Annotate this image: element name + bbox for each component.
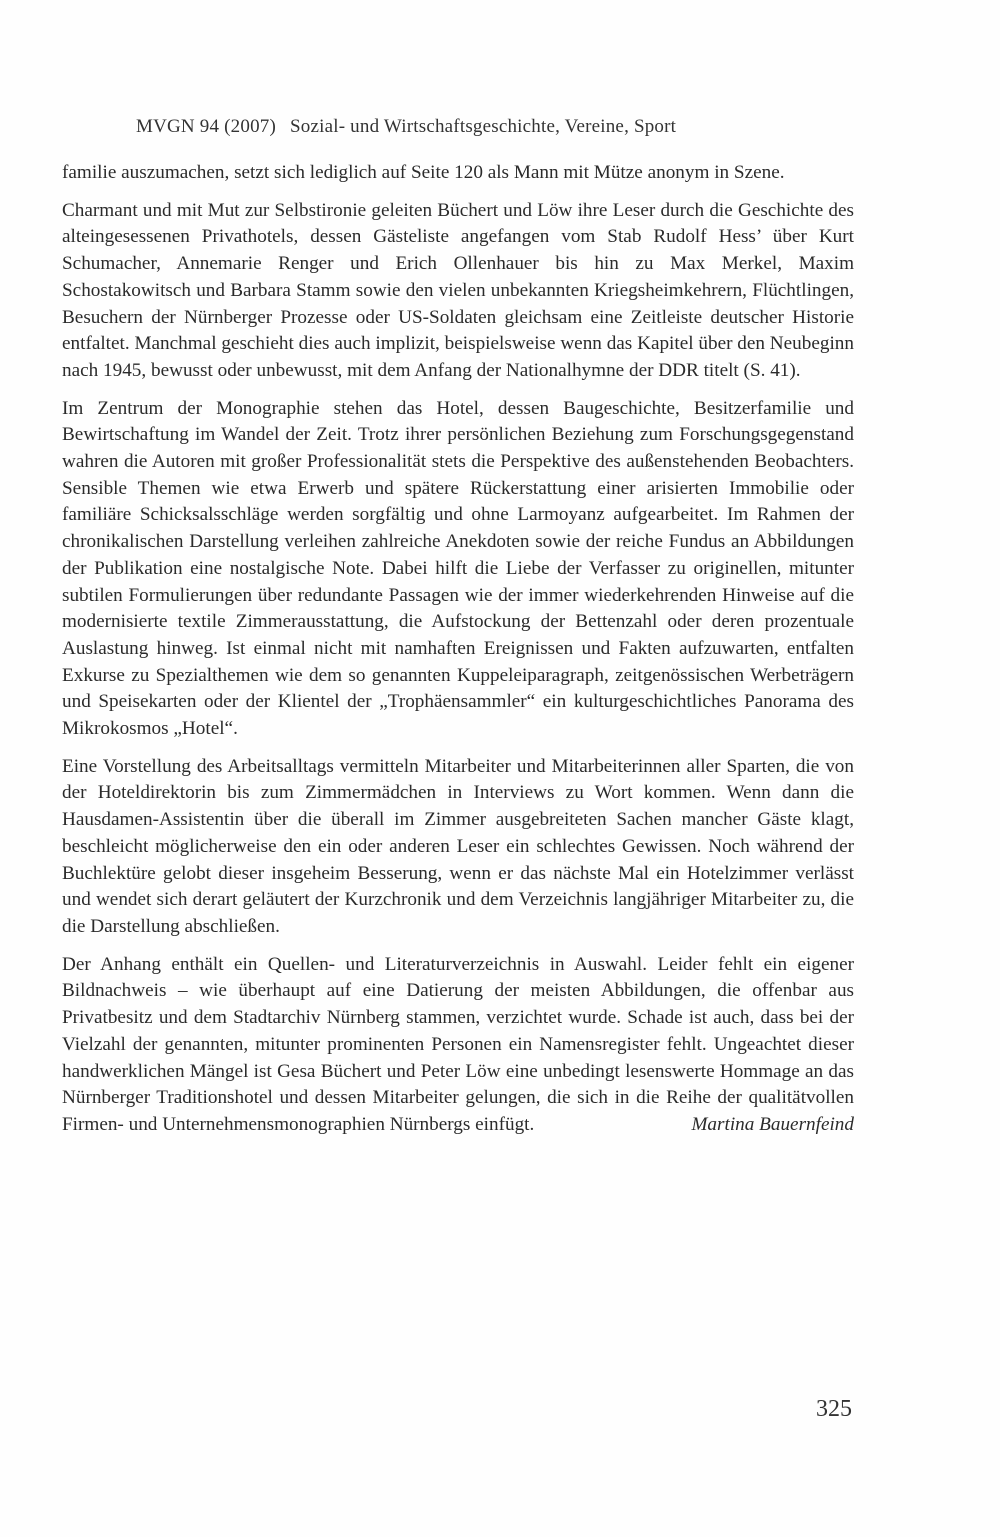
paragraph-4: Eine Vorstellung des Arbeitsalltags vermitteln Mitarbeiter und Mitarbeiterinnen aller Sparten, die von der Hoteldirektorin bis zum Zimmermädchen in Interviews zu Wort kommen. Wenn dann die Hausdamen-Assistentin über die überall im Zimmer ausgebreiteten Sachen mancher Gäste klagt, beschleicht möglicherweise den ein oder anderen Leser ein schlechtes Gewissen. Noch während der Buchlektüre gelobt dieser insgeheim Besserung, wenn er das nächste Mal ein Hotelzimmer verlässt und wendet sich derart geläutert der Kurzchronik und dem Verzeichnis langjähriger Mitarbeiter zu, die die Darstellung abschließen. <box>62 755 854 937</box>
paragraph-5-text: Der Anhang enthält ein Quellen- und Literaturverzeichnis in Auswahl. Leider fehlt ein eigener Bildnachweis – wie überhaupt auf eine Datierung der meisten Abbildungen, die offenbar aus Privatbesitz und dem Stadtarchiv Nürnberg stammen, verzichtet wurde. Schade ist auch, dass bei der Vielzahl der genannten, mitunter prominenten Personen ein Namensregister fehlt. Ungeachtet dieser handwerklichen Mängel ist Gesa Büchert und Peter Löw eine unbedingt lesenswerte Hommage an das Nürnberger Traditionshotel und dessen Mitarbeiter gelungen, die sich in die Reihe der qualitätvollen Firmen- und Unternehmensmonographien Nürnbergs einfügt. <box>62 953 854 1135</box>
running-header <box>136 116 896 138</box>
paragraph-5 <box>62 952 854 1139</box>
page-number: 325 <box>816 1396 852 1422</box>
paragraph-3: Im Zentrum der Monographie stehen das Hotel, dessen Baugeschichte, Besitzerfamilie und Bewirtschaftung im Wandel der Zeit. Trotz ihrer persönlichen Beziehung zum Forschungsgegenstand wahren die Autoren mit großer Professionalität stets die Perspektive des außenstehenden Beobachters. Sensible Themen wie etwa Erwerb und spätere Rückerstattung einer arisierten Immobilie oder familiäre Schicksalsschläge werden sorgfältig und ohne Larmoyanz aufgearbeitet. Im Rahmen der chronikalischen Darstellung verleihen zahlreiche Anekdoten sowie der reiche Fundus an Abbildungen der Publikation eine nostalgische Note. Dabei hilft die Liebe der Verfasser zu originellen, mitunter subtilen Formulierungen über redundante Passagen wie der immer wiederkehrenden Hinweise auf die modernisierte textile Zimmerausstattung, die Aufstockung der Bettenzahl oder deren prozentuale Auslastung hinweg. Ist einmal nicht mit namhaften Ereignissen und Fakten aufzuwarten, entfalten Exkurse zu Spezialthemen wie dem so genannten Kuppeleiparagraph, zeitgenössischen Werbeträgern und Speisekarten oder der Klientel der „Trophäensammler“ ein kulturgeschichtliches Panorama des Mikrokosmos „Hotel“. <box>62 397 854 740</box>
paragraph-2: Charmant und mit Mut zur Selbstironie geleiten Büchert und Löw ihre Leser durch die Geschichte des alteingesessenen Privathotels, dessen Gästeliste angefangen vom Stab Rudolf Hess’ über Kurt Schumacher, Annemarie Renger und Erich Ollenhauer bis hin zu Max Merkel, Maxim Schostakowitsch und Barbara Stamm sowie den vielen unbekannten Kriegsheimkehrern, Flüchtlingen, Besuchern der Nürnberger Prozesse oder US-Soldaten gleichsam eine Zeitleiste deutscher Historie entfaltet. Manchmal geschieht dies auch implizit, beispielsweise wenn das Kapitel über den Neubeginn nach 1945, bewusst oder unbewusst, mit dem Anfang der Nationalhymne der DDR titelt (S. 41). <box>62 199 854 381</box>
body-text <box>62 160 854 1139</box>
journal-reference: MVGN 94 (2007) <box>136 116 277 137</box>
review-author: Martina Bauernfeind <box>691 1113 854 1135</box>
section-title: Sozial- und Wirtschaftsgeschichte, Vereine, Sport <box>290 116 677 137</box>
paragraph-1: familie auszumachen, setzt sich lediglich auf Seite 120 als Mann mit Mütze anonym in Szene. <box>62 162 785 183</box>
